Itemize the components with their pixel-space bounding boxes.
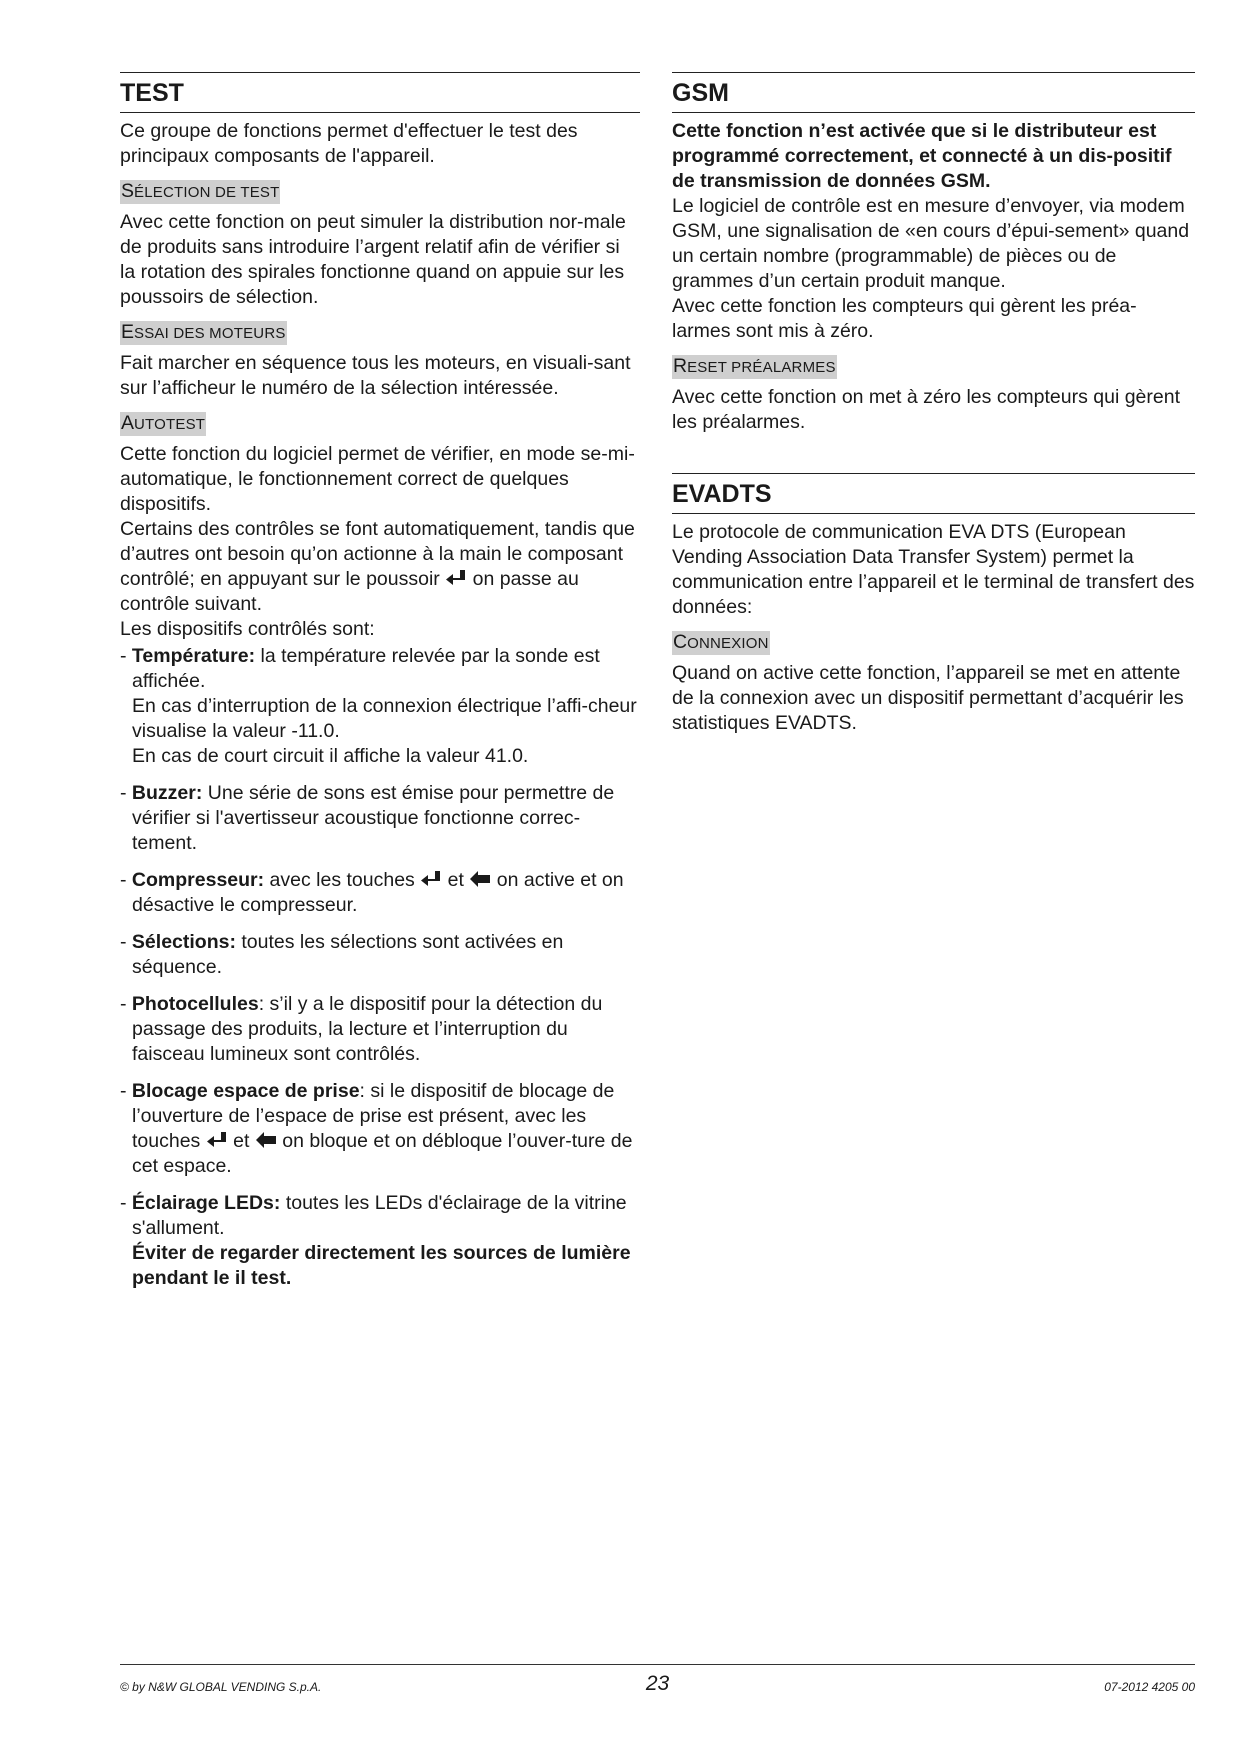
list-item-photocellules: - Photocellules: s’il y a le dispositif pour la détection du passage des produits, la lecture et l’interruption du faisceau lumineux sont contrôlés. — [120, 993, 603, 1065]
subheading-connexion: CONNEXION — [673, 631, 769, 653]
list-item-buzzer: - Buzzer: Une série de sons est émise pour permettre de vérifier si l'avertisseur acoustique fonctionne correc-tement. — [120, 782, 615, 854]
subheading-autotest: AUTOTEST — [121, 412, 206, 434]
left-column — [120, 72, 640, 1291]
autotest-text-3: Les dispositifs contrôlés sont: — [120, 618, 375, 640]
list-item-compresseur: - Compresseur: avec les touches et on active et on désactive le compresseur. — [120, 869, 624, 916]
section-title-test: TEST — [120, 72, 640, 113]
autotest-text-2: Certains des contrôles se font automatiquement, tandis que d’autres ont besoin qu’on actionne à la main le composant contrôlé; en appuyant sur le poussoir on passe au contrôle suivant. — [120, 518, 635, 615]
back-arrow-icon — [469, 870, 491, 888]
subheading-essai-moteurs: ESSAI DES MOTEURS — [121, 321, 286, 343]
selection-test-text: Avec cette fonction on peut simuler la distribution nor-male de produits sans introduire l’argent relatif afin de vérifier si la rotation des spirales fonctionne quand on appuie sur les poussoirs de sélection. — [120, 211, 626, 308]
gsm-text-1: Le logiciel de contrôle est en mesure d’envoyer, via modem GSM, une signalisation de «en cours d’épui-sement» quand un certain nombre (programmable) de pièces ou de grammes d’un certain produit manque. — [672, 195, 1190, 292]
enter-key-icon — [206, 1131, 228, 1149]
list-item-selections: - Sélections: toutes les sélections sont activées en séquence. — [120, 931, 564, 978]
led-warning: Éviter de regarder directement les sources de lumière pendant le il test. — [132, 1242, 631, 1289]
list-item-blocage: - Blocage espace de prise: si le dispositif de blocage de l’ouverture de l’espace de prise est présent, avec les touches et on bloque et on débloque l’ouver-ture de cet espace. — [120, 1080, 633, 1177]
test-intro: Ce groupe de fonctions permet d'effectuer le test des principaux composants de l'appareil. — [120, 120, 578, 167]
enter-key-icon — [445, 569, 467, 587]
section-title-gsm: GSM — [672, 72, 1195, 113]
reset-text: Avec cette fonction on met à zéro les compteurs qui gèrent les préalarmes. — [672, 386, 1180, 433]
page-number: 23 — [645, 1672, 670, 1695]
page-footer — [120, 1664, 1195, 1695]
gsm-text-2: Avec cette fonction les compteurs qui gèrent les préa-larmes sont mis à zéro. — [672, 295, 1137, 342]
evadts-text: Le protocole de communication EVA DTS (European Vending Association Data Transfer System) permet la communication entre l’appareil et le terminal de transfert des données: — [672, 521, 1195, 618]
autotest-text-1: Cette fonction du logiciel permet de vérifier, en mode se-mi-automatique, le fonctionnement correct de quelques dispositifs. — [120, 443, 635, 515]
connexion-text: Quand on active cette fonction, l’appareil se met en attente de la connexion avec un dispositif permettant d’acquérir les statistiques EVADTS. — [672, 662, 1184, 734]
gsm-bold-notice: Cette fonction n’est activée que si le distributeur est programmé correctement, et connecté à un dis-positif de transmission de données GSM. — [672, 120, 1172, 192]
subheading-reset-prealarmes: RESET PRÉALARMES — [673, 355, 836, 377]
enter-key-icon — [420, 870, 442, 888]
essai-moteurs-text: Fait marcher en séquence tous les moteurs, en visuali-sant sur l’afficheur le numéro de la sélection intéressée. — [120, 352, 631, 399]
back-arrow-icon — [255, 1131, 277, 1149]
section-title-evadts: EVADTS — [672, 473, 1195, 514]
list-item-temperature: - Température: la température relevée par la sonde est affichée. En cas d’interruption de la connexion électrique l’affi-cheur visualise la valeur -11.0. En cas de court circuit il affiche la valeur 41.0. — [120, 645, 637, 767]
list-item-eclairage: - Éclairage LEDs: toutes les LEDs d'éclairage de la vitrine s'allument. Éviter de regarder directement les sources de lumière pendant le il test. — [120, 1191, 640, 1291]
footer-doc-code: 07-2012 4205 00 — [1104, 1680, 1195, 1694]
subheading-selection-test: SÉLECTION DE TEST — [121, 180, 280, 202]
right-column — [672, 72, 1195, 736]
footer-copyright: © by N&W GLOBAL VENDING S.p.A. — [120, 1680, 322, 1694]
